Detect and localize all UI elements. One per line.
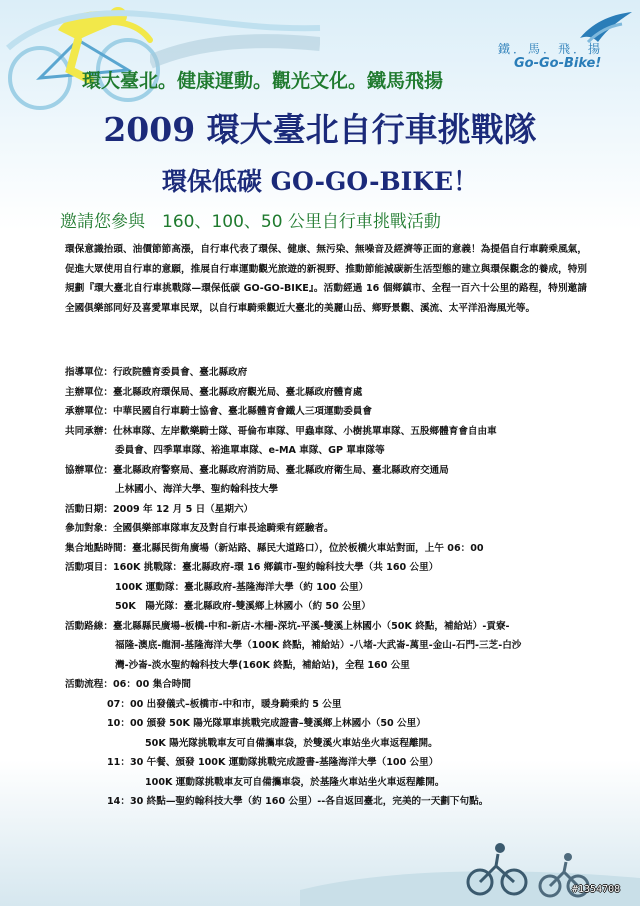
schedule-item-4-note: 100K 運動隊挑戰車友可自備攜車袋，於基隆火車站坐火車返程離開。	[145, 776, 445, 788]
participants-row	[65, 519, 585, 539]
host-value: 臺北縣政府環保局、臺北縣政府觀光局、臺北縣政府體育處	[112, 386, 363, 398]
assist-value-2: 上林國小、海洋大學、聖約翰科技大學	[115, 484, 279, 495]
guide-label: 指導單位：	[65, 367, 113, 378]
intro-paragraph: 環保意識抬頭、油價節節高漲，自行車代表了環保、健康、無污染、無噪音及經濟等正面的意義！為提倡自行車騎乘風氣，促進大眾使用自行車的意願，推展自行車運動觀光旅遊的新視野、推動節能減碳新生活型態的建立與環保觀念的養成，特別規劃『環大臺北自行車挑戰隊—環保低碳 GO-GO-BIKE』。活動經過 16 個鄉鎮市、全程一百六十公里的路程，特別邀請全國俱樂部同好及喜愛單車民眾，以自行車騎乘觀近大臺北的美麗山岳、鄉野景觀、溪流、太平洋沿海風光等。	[65, 244, 587, 314]
assist-value-1: 臺北縣政府警察局、臺北縣政府消防局、臺北縣政府衛生局、臺北縣政府交通局	[112, 464, 449, 476]
schedule-item-3-note: 50K 陽光隊挑戰車友可自備攜車袋，於雙溪火車站坐火車返程離開。	[145, 737, 438, 749]
assembly-value: 臺北縣民街角廣場（新站路、縣民大道路口），位於板橋火車站對面，上午 06：00	[132, 542, 484, 554]
co-organizer-value-1: 仕林車隊、左岸歡樂騎士隊、哥倫布車隊、甲蟲車隊、小樹挑單車隊、五股鄉體育會自由車	[112, 425, 497, 437]
route-value-1: 臺北縣縣民廣場–板橋-中和-新店-木柵-深坑-平溪-雙溪上林國小（50K 終點，補給站）-貢寮-	[112, 620, 510, 632]
assist-label: 協辦單位：	[65, 464, 113, 476]
items-value-3: 50K 陽光隊：臺北縣政府-雙溪鄉上林國小（約 50 公里）	[115, 601, 371, 612]
invitation-line: 邀請您參與 160、100、50 公里自行車挑戰活動	[60, 212, 441, 232]
image-id-badge: #1354708	[572, 884, 621, 895]
date-value: 2009 年 12 月 5 日（星期六）	[112, 503, 254, 515]
items-value-1: 160K 挑戰隊：臺北縣政府-環 16 鄉鎮市-聖約翰科技大學（共 160 公里）	[112, 562, 439, 573]
co-organizer-row	[65, 422, 585, 442]
host-label: 主辦單位：	[65, 386, 113, 398]
schedule-item-2: 07：00 出發儀式–板橋市-中和市，暖身騎乘約 5 公里	[107, 698, 342, 710]
schedule-item-4: 11：30 午餐、頒發 100K 運動隊挑戰完成證書-基隆海洋大學（100 公里）	[107, 757, 439, 768]
schedule-item-1: 06：00 集合時間	[112, 679, 191, 690]
slogan: 環大臺北。健康運動。觀光文化。鐵馬飛揚	[82, 70, 444, 92]
schedule-label: 活動流程：	[65, 679, 113, 690]
items-value-2: 100K 運動隊：臺北縣政府-基隆海洋大學（約 100 公里）	[115, 581, 369, 593]
route-row	[65, 617, 585, 637]
route-value-2: 福隆-澳底-龍洞-基隆海洋大學（100K 終點，補給站）-八堵-大武崙-萬里-金山-石門-三芝-白沙	[115, 640, 522, 651]
logo-chinese-text: 鐵．馬．飛．揚	[498, 42, 604, 56]
schedule-item-3: 10：00 頒發 50K 陽光隊單車挑戰完成證書–雙溪鄉上林國小（50 公里）	[107, 718, 426, 729]
assembly-row	[65, 539, 585, 559]
page-title: 2009 環大臺北自行車挑戰隊	[103, 110, 537, 149]
date-row	[65, 500, 585, 520]
organizer-row	[65, 402, 585, 422]
organizer-value: 中華民國自行車騎士協會、臺北縣體育會鐵人三項運動委員會	[112, 406, 372, 417]
co-organizer-label: 共同承辦：	[65, 425, 113, 437]
guide-row	[65, 363, 585, 383]
host-row	[65, 383, 585, 403]
items-row	[65, 558, 585, 578]
route-label: 活動路線：	[65, 620, 113, 632]
event-info	[65, 363, 585, 812]
items-label: 活動項目：	[65, 562, 113, 573]
route-value-3: 灣-沙崙-淡水聖約翰科技大學(160K 終點，補給站)，全程 160 公里	[115, 659, 410, 671]
date-label: 活動日期：	[65, 503, 113, 515]
schedule-row	[65, 675, 585, 695]
schedule-item-5: 14：30 終點—聖約翰科技大學（約 160 公里）--各自返回臺北，完美的一天劃下句點。	[107, 796, 489, 807]
assembly-label: 集合地點時間：	[65, 542, 133, 554]
guide-value: 行政院體育委員會、臺北縣政府	[112, 367, 248, 378]
assist-row	[65, 461, 585, 481]
logo-english-text: Go-Go-Bike!	[514, 56, 602, 71]
organizer-label: 承辦單位：	[65, 406, 113, 417]
co-organizer-value-2: 委員會、四季單車隊、裕進單車隊、e-MA 車隊、GP 單車隊等	[115, 445, 385, 456]
participants-value: 全國俱樂部車隊車友及對自行車長途騎乘有經驗者。	[112, 523, 334, 534]
participants-label: 參加對象：	[65, 523, 113, 534]
faded-banner-watermark	[150, 34, 320, 70]
page-subtitle: 環保低碳 GO-GO-BIKE！	[161, 167, 479, 196]
